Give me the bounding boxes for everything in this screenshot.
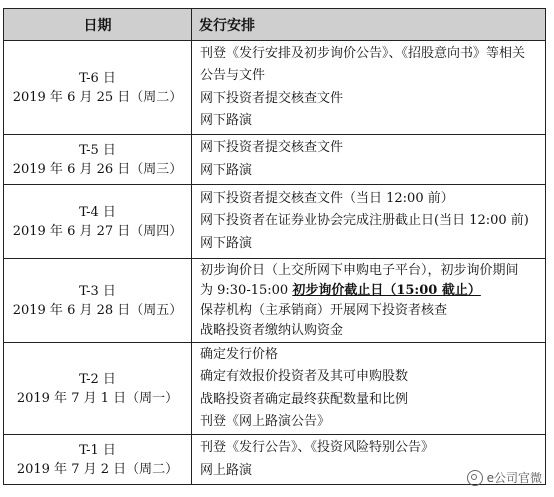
ipo-schedule-table	[3, 8, 546, 485]
schedule-item: 网下路演	[200, 112, 253, 128]
schedule-column-header: 发行安排	[192, 9, 546, 41]
calendar-date: 2019 年 6 月 27 日（周四）	[12, 223, 183, 239]
table-row	[4, 435, 546, 485]
schedule-item: 刊登《发行公告》、《投资风险特别公告》	[200, 440, 435, 456]
table-row	[4, 259, 546, 343]
inquiry-deadline-highlight: 初步询价截止日（15:00 截止）	[292, 282, 481, 298]
wechat-logo-icon	[467, 470, 483, 486]
date-cell	[4, 185, 192, 259]
calendar-date: 2019 年 6 月 26 日（周三）	[12, 161, 183, 177]
schedule-item: 刊登《网上路演公告》	[200, 413, 331, 429]
calendar-date: 2019 年 7 月 2 日（周二）	[16, 461, 179, 477]
date-cell	[4, 41, 192, 135]
schedule-item: 确定发行价格	[200, 346, 279, 362]
schedule-item: 网下投资者在证券业协会完成注册截止日(当日 12:00 前)	[200, 213, 529, 229]
schedule-item: 网下路演	[200, 235, 253, 251]
schedule-item: 战略投资者缴纳认购资金	[200, 322, 344, 338]
schedule-cell	[192, 343, 546, 435]
calendar-date: 2019 年 6 月 28 日（周五）	[12, 302, 183, 318]
schedule-item: 网下投资者提交核查文件	[200, 90, 344, 106]
schedule-item: 公告与文件	[200, 68, 266, 84]
day-label: T-1 日	[79, 442, 116, 458]
schedule-item: 确定有效报价投资者及其可申购股数	[200, 369, 409, 385]
schedule-cell	[192, 135, 546, 185]
date-column-header: 日期	[4, 9, 192, 41]
schedule-item: 网下路演	[200, 162, 253, 178]
day-label: T-3 日	[79, 283, 116, 299]
calendar-date: 2019 年 7 月 1 日（周一）	[16, 390, 179, 406]
schedule-cell	[192, 41, 546, 135]
schedule-item: 初步询价日（上交所网下申购电子平台），初步询价期间	[200, 262, 519, 278]
date-cell	[4, 135, 192, 185]
schedule-cell	[192, 259, 546, 343]
calendar-date: 2019 年 6 月 25 日（周二）	[12, 89, 183, 105]
watermark-text: e公司官微	[486, 471, 542, 485]
deadline-prefix: 为 9:30-15:00	[200, 282, 293, 298]
date-cell	[4, 259, 192, 343]
schedule-cell	[192, 185, 546, 259]
schedule-item-deadline	[200, 281, 539, 301]
schedule-item: 刊登《发行安排及初步询价公告》、《招股意向书》等相关	[200, 45, 526, 61]
table-header-row	[4, 9, 546, 41]
date-cell	[4, 435, 192, 485]
schedule-item: 保荐机构（主承销商）开展网下投资者核查	[200, 302, 448, 318]
schedule-item: 网下投资者提交核查文件（当日 12:00 前）	[200, 190, 454, 206]
table-row	[4, 185, 546, 259]
schedule-item: 网上路演	[200, 462, 253, 478]
day-label: T-2 日	[79, 371, 116, 387]
watermark	[467, 469, 542, 486]
date-cell	[4, 343, 192, 435]
table-row	[4, 41, 546, 135]
table-row	[4, 135, 546, 185]
day-label: T-4 日	[79, 204, 116, 220]
table-row	[4, 343, 546, 435]
schedule-item: 网下投资者提交核查文件	[200, 140, 344, 156]
day-label: T-6 日	[79, 70, 116, 86]
schedule-item: 战略投资者确定最终获配数量和比例	[200, 391, 409, 407]
day-label: T-5 日	[79, 142, 116, 158]
